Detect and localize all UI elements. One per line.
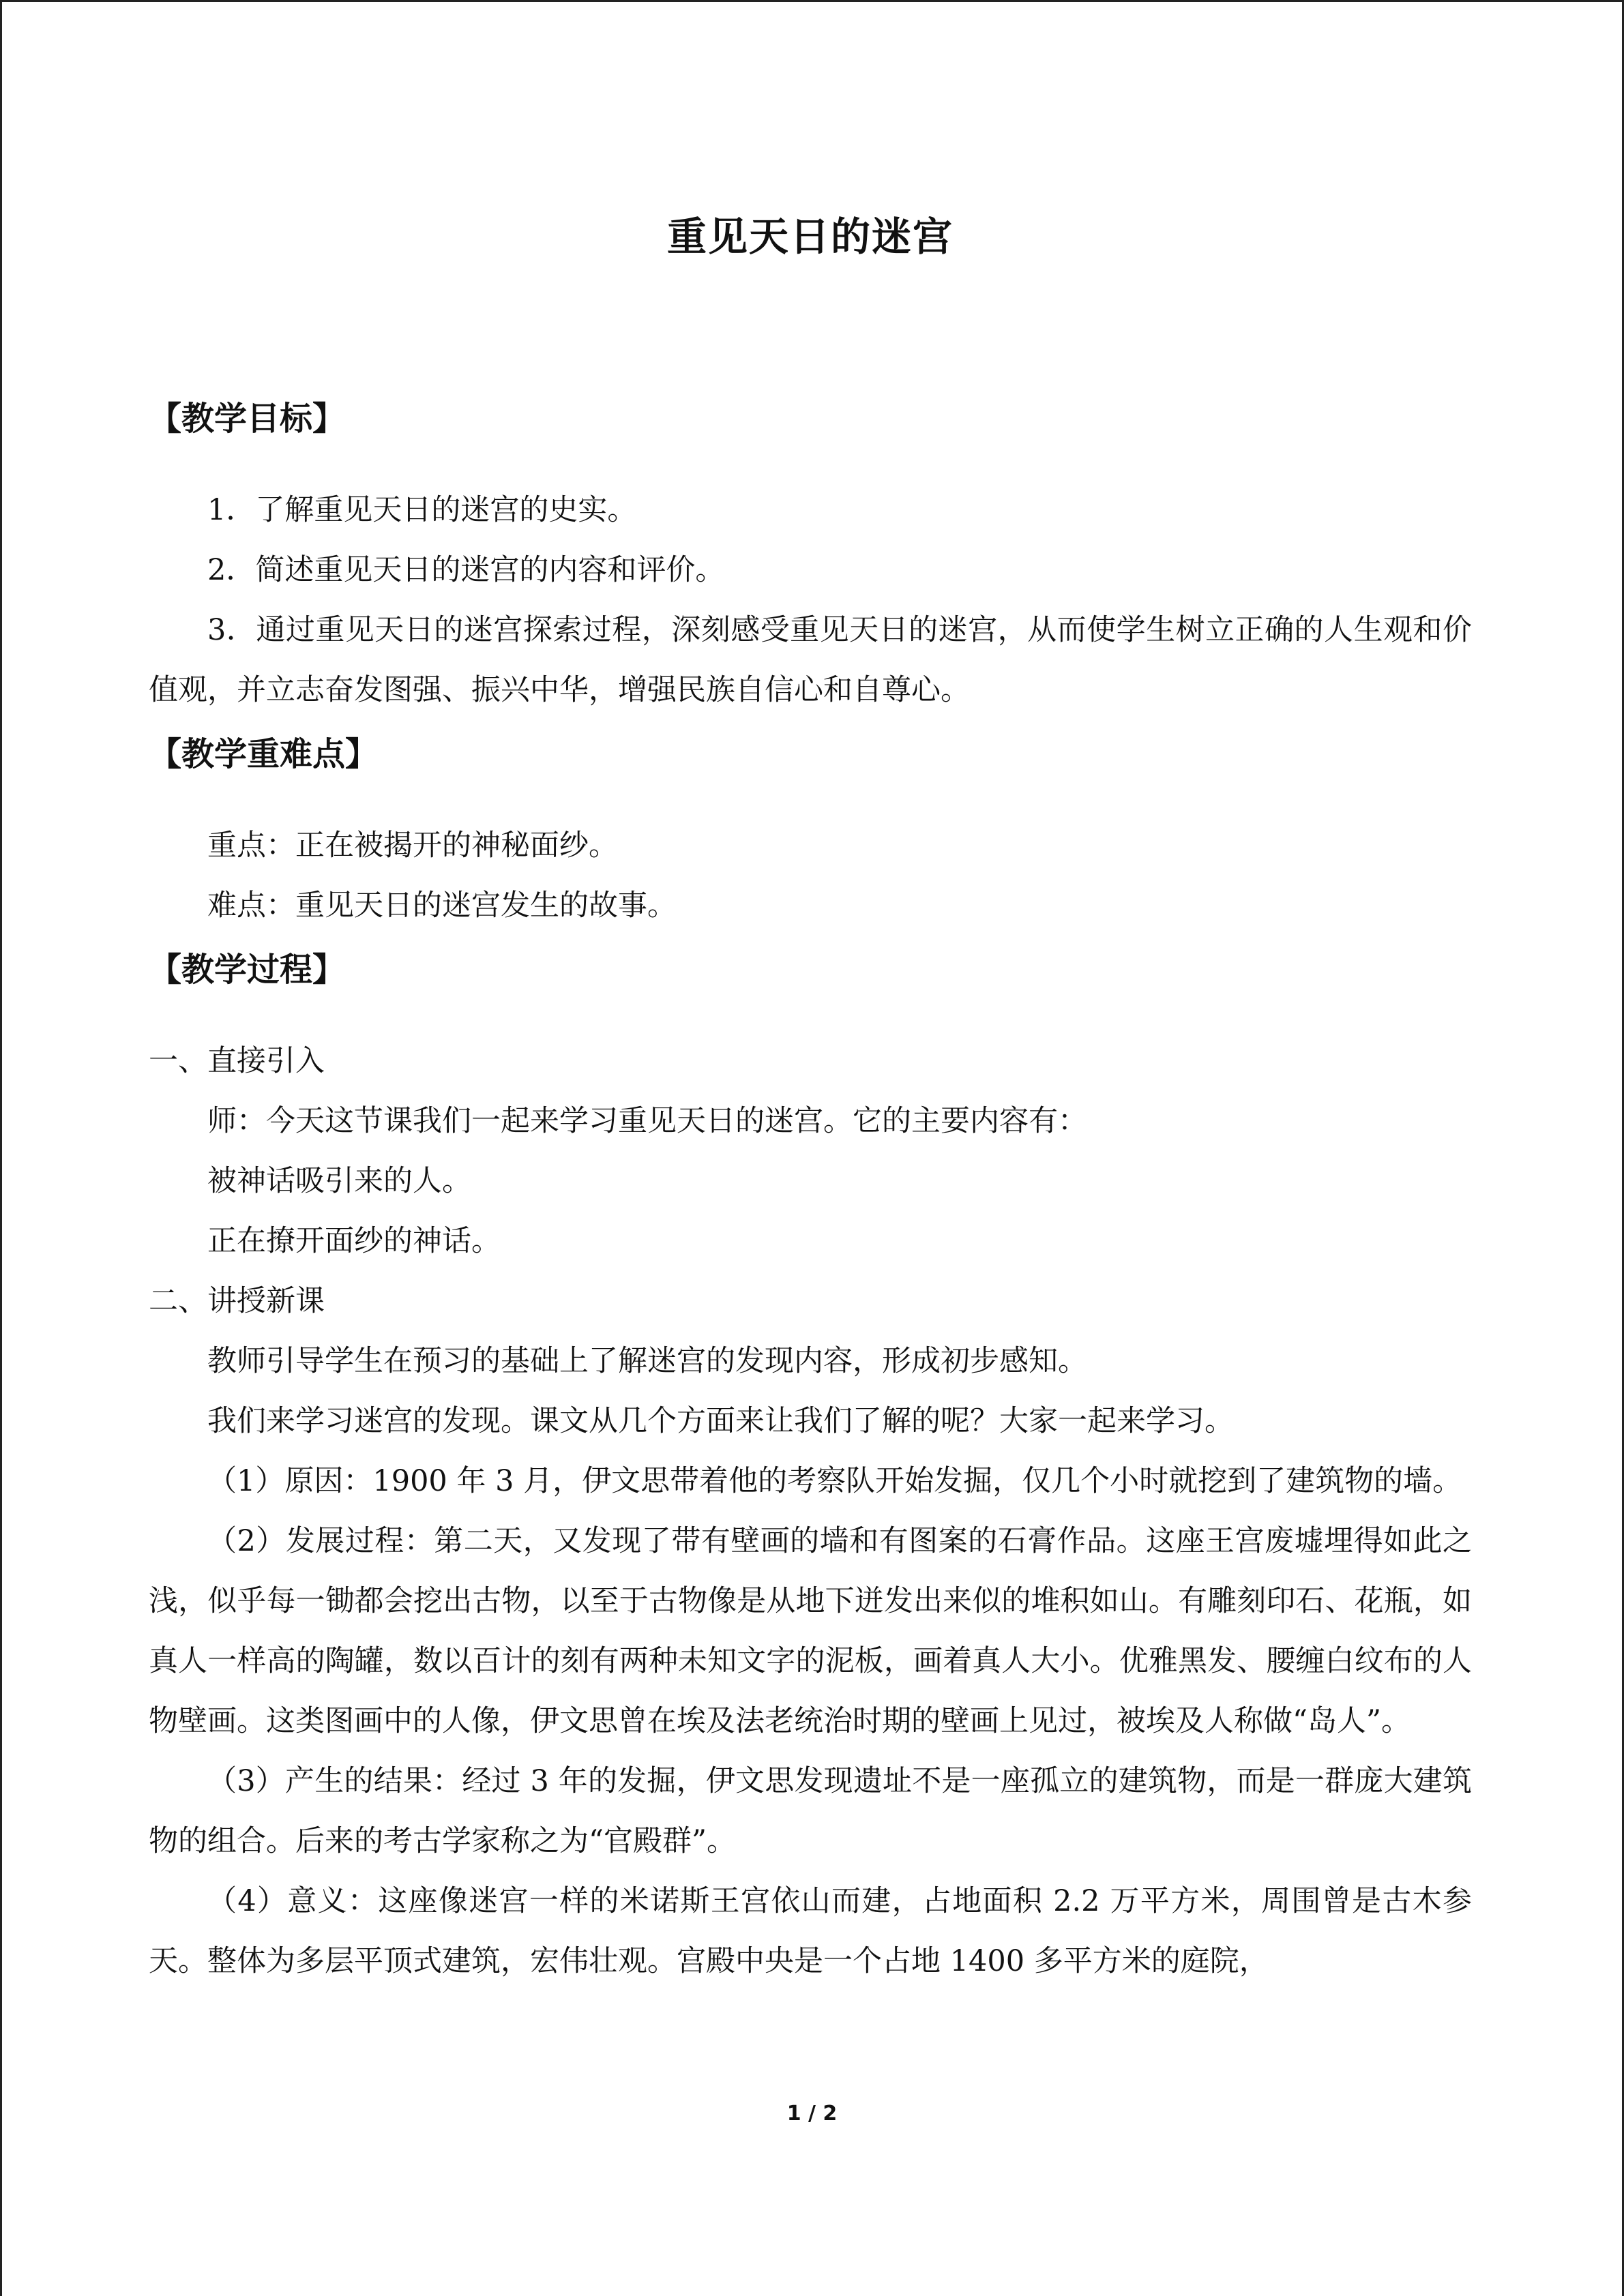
process-heading: 【教学过程】	[149, 951, 346, 989]
keypoints-heading: 【教学重难点】	[149, 735, 379, 773]
document-title: 重见天日的迷宫	[666, 213, 954, 260]
numbered-item-1: （1）原因：1900 年 3 月，伊文思带着他的考察队开始发掘，仅几个小时就挖到了建筑物的墙。	[207, 1464, 1462, 1498]
objective-item-3: 3．通过重见天日的迷宫探索过程，深刻感受重见天日的迷宫，从而使学生树立正确的人生观和价值观，并立志奋发图强、振兴中华，增强民族自信心和自尊心。	[149, 613, 1472, 707]
part2-line-1: 教师引导学生在预习的基础上了解迷宫的发现内容，形成初步感知。	[207, 1344, 1087, 1378]
numbered-item-4: （4）意义：这座像迷宫一样的米诺斯王宫依山而建，占地面积 2.2 万平方米，周围曾是古木参天。整体为多层平顶式建筑，宏伟壮观。宫殿中央是一个占地 1400 多平方米的庭院，	[149, 1884, 1472, 1978]
process-part1-title: 一、直接引入	[149, 1044, 325, 1078]
page-number: 1 / 2	[786, 2102, 838, 2126]
keypoint-item-1: 重点：正在被揭开的神秘面纱。	[207, 829, 618, 863]
objective-item-1: 1．了解重见天日的迷宫的史实。	[207, 493, 637, 527]
part1-line-3: 正在撩开面纱的神话。	[207, 1224, 501, 1258]
part2-line-2: 我们来学习迷宫的发现。课文从几个方面来让我们了解的呢？大家一起来学习。	[207, 1404, 1234, 1438]
keypoint-item-2: 难点：重见天日的迷宫发生的故事。	[207, 889, 677, 923]
numbered-item-2: （2）发展过程：第二天，又发现了带有壁画的墙和有图案的石膏作品。这座王宫废墟埋得如此之浅，似乎每一锄都会挖出古物，以至于古物像是从地下迸发出来似的堆积如山。有雕刻印石、花瓶，如真人一样高的陶罐，数以百计的刻有两种未知文字的泥板，画着真人大小。优雅黑发、腰缠白纹布的人物壁画。这类图画中的人像，伊文思曾在埃及法老统治时期的壁画上见过，被埃及人称做“岛人”。	[149, 1524, 1472, 1738]
objectives-heading: 【教学目标】	[149, 400, 346, 438]
part1-line-1: 师：今天这节课我们一起来学习重见天日的迷宫。它的主要内容有：	[207, 1104, 1087, 1138]
document-body	[149, 205, 1472, 1991]
part1-line-2: 被神话吸引来的人。	[207, 1164, 471, 1198]
objective-item-2: 2．简述重见天日的迷宫的内容和评价。	[207, 553, 725, 587]
numbered-item-3: （3）产生的结果：经过 3 年的发掘，伊文思发现遗址不是一座孤立的建筑物，而是一群庞大建筑物的组合。后来的考古学家称之为“官殿群”。	[149, 1764, 1472, 1858]
process-part2-title: 二、讲授新课	[149, 1284, 325, 1318]
